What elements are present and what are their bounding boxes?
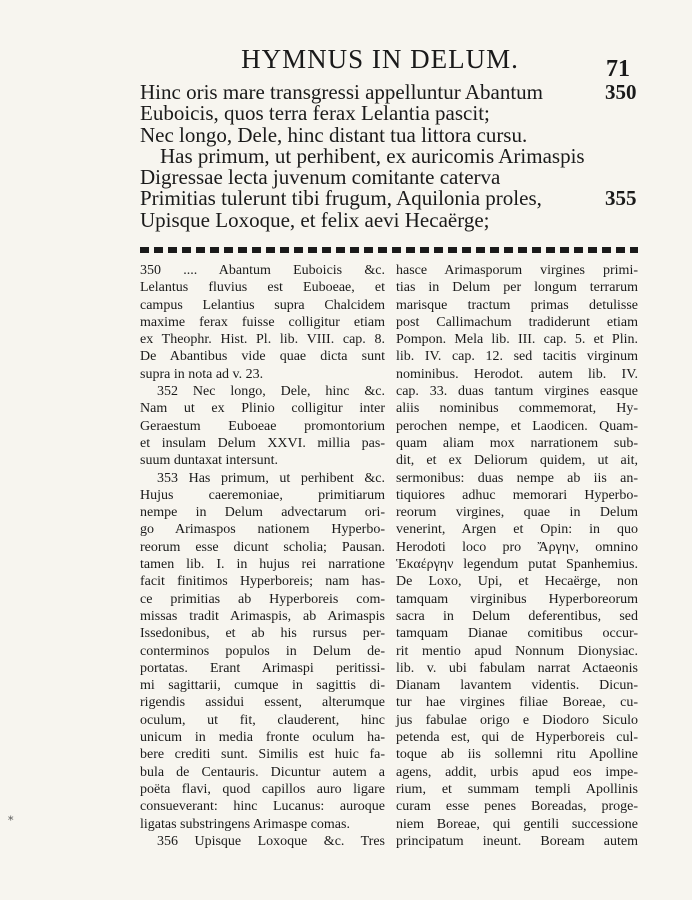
note-line: nempe in Delum advectarum ori-	[140, 505, 385, 521]
note-line: lib. v. ubi fabulam narrat Actaeonis	[396, 660, 638, 676]
note-line: curam esse penes Boreadas, proge-	[396, 799, 638, 815]
note-line: venerint, Argen et Opin: in quo	[396, 522, 638, 538]
note-line: rium, et summam templi Apollinis	[396, 781, 638, 797]
note-line: Pompon. Mela lib. III. cap. 5. et Plin.	[396, 332, 638, 348]
page-number: 71	[606, 56, 630, 82]
verse-line	[140, 143, 660, 168]
note-line: et insulam Delum XXVI. millia pas-	[140, 435, 385, 451]
note-line: tamquam Dianae comitibus occur-	[396, 626, 638, 642]
note-line: tur hae virgines filiae Boreae, cu-	[396, 695, 638, 711]
note-line: perochen nempe, et Laodicen. Quam-	[396, 418, 638, 434]
note-line: supra in nota ad v. 23.	[140, 366, 264, 382]
verse-line	[140, 207, 660, 232]
note-line: lib. IV. cap. 12. sed tacitis virginum	[396, 349, 638, 365]
note-line: consueverant: hinc Lucanus: auroque	[140, 799, 385, 815]
note-line: poëta flavi, quod capillos auro ligare	[140, 781, 385, 797]
verse-line-number: 355	[605, 186, 637, 211]
note-line: Issedonibus, et ab his rursus per-	[140, 626, 385, 642]
note-line: campus Lelantius supra Chalcidem	[140, 297, 385, 313]
note-line: Nam ut ex Plinio colligitur inter	[140, 401, 385, 417]
note-line: go Arimaspos nationem Hyperbo-	[140, 522, 385, 538]
verse-block	[140, 82, 660, 231]
note-line: bere crediti sunt. Similis est huic fa-	[140, 747, 385, 763]
verse-text: Upisque Loxoque, et felix aevi Hecaërge;	[140, 207, 490, 232]
verse-text: Euboicis, quos terra ferax Lelantia pascit;	[140, 101, 490, 126]
note-line: nominibus. Herodot. autem lib. IV.	[396, 366, 638, 382]
notes-column-right	[396, 262, 638, 850]
note-line: De Abantibus vide quae dicta sunt	[140, 349, 385, 365]
note-line: tamquam virginibus Hyperboreorum	[396, 591, 638, 607]
note-line: rigendis assidui essent, alterumque	[140, 695, 385, 711]
note-line: Ἑκαέργην legendum putat Spanhemius.	[396, 557, 638, 573]
note-line: tamen lib. I. in hujus rei narratione	[140, 557, 385, 573]
note-line: Geraestum Euboeae promontorium	[140, 418, 385, 434]
verse-text: Has primum, ut perhibent, ex auricomis Arimaspis	[160, 143, 585, 168]
note-line: 350 .... Abantum Euboicis &c.	[140, 263, 385, 278]
note-line: reorum esse dicunt scholia; Pausan.	[140, 539, 385, 555]
note-line: oculum, ut fit, clauderent, hinc	[140, 712, 385, 728]
note-line: tias in Delum per longum terrarum	[396, 280, 638, 296]
note-line: hasce Arimasporum virgines primi-	[396, 263, 638, 278]
note-line: ligatas substringens Arimaspe comas.	[140, 816, 350, 832]
note-line: portatas. Erant Arimaspi peritissi-	[140, 660, 385, 676]
note-line: Dianam lavantem videntis. Dicun-	[396, 678, 638, 694]
note-line: agens, addit, urbis apud eos impe-	[396, 764, 638, 780]
note-line: quam aliam mox narrationem sub-	[396, 435, 638, 451]
margin-mark: *	[8, 814, 14, 827]
note-line: marisque tractum primas detulisse	[396, 297, 638, 313]
verse-line	[140, 103, 660, 124]
verse-line	[140, 82, 660, 103]
note-line: De Loxo, Upi, et Hecaërge, non	[396, 574, 638, 590]
note-line: toque ab iis sollemni ritu Apolline	[396, 747, 638, 763]
note-line: 356 Upisque Loxoque &c. Tres	[157, 833, 385, 849]
note-line: jus fabulae origo e Diodoro Siculo	[396, 712, 638, 728]
note-line: aliis nominibus commemorat, Hy-	[396, 401, 638, 417]
notes-column-left	[140, 262, 385, 850]
separator-rule	[140, 247, 638, 253]
note-line: Hujus caeremoniae, primitiarum	[140, 487, 385, 503]
note-line: sacra in Delum deferentibus, sed	[396, 608, 638, 624]
verse-text: Digressae lecta juvenum comitante caterva	[140, 165, 501, 190]
running-head: HYMNUS IN DELUM.	[241, 44, 519, 74]
note-line: missas tradit Arimaspis, ab Arimaspis	[140, 608, 385, 624]
note-line: maxime ferax fuisse colligitur etiam	[140, 314, 385, 330]
note-line: 352 Nec longo, Dele, hinc &c.	[157, 384, 385, 400]
note-line: mi sagittarii, cumque in sagittis di-	[140, 678, 385, 694]
note-line: Herodoti loco pro Ἄργην, omnino	[396, 539, 638, 555]
verse-text: Nec longo, Dele, hinc distant tua littora cursu.	[140, 122, 528, 147]
note-line: tiquiores adhuc memorari Hyperbo-	[396, 487, 638, 503]
verse-text: Hinc oris mare transgressi appelluntur Abantum	[140, 80, 543, 104]
note-line: conterminos populos in Delum de-	[140, 643, 385, 659]
verse-line	[140, 122, 660, 147]
note-line: sermonibus: duas nempe ab iis an-	[396, 470, 638, 486]
note-line: cap. 33. duas tantum virgines easque	[396, 384, 638, 400]
note-line: unicum in media fronte oculum ha-	[140, 730, 385, 746]
note-line: 353 Has primum, ut perhibent &c.	[157, 470, 385, 486]
note-line: dit, et ex Deliorum quidem, ut ait,	[396, 453, 638, 469]
note-line: Lelantus fluvius est Euboeae, et	[140, 280, 385, 296]
note-line: petenda est, qui de Hyperboreis cul-	[396, 730, 638, 746]
verse-text: Primitias tulerunt tibi frugum, Aquilonia proles,	[140, 186, 542, 211]
note-line: principatum ineunt. Boream autem	[396, 833, 638, 849]
note-line: niem Boreae, qui gentili successione	[396, 816, 638, 832]
verse-line	[140, 188, 660, 209]
note-line: suum duntaxat intersunt.	[140, 453, 279, 469]
note-line: ce primitias ab Hyperboreis com-	[140, 591, 385, 607]
note-line: bula de Centauris. Dicuntur autem a	[140, 764, 385, 780]
note-line: ex Theophr. Hist. Pl. lib. VIII. cap. 8.	[140, 332, 385, 348]
verse-line-number: 350	[605, 80, 637, 104]
verse-line	[140, 167, 660, 188]
note-line: reorum virgines, quae in Delum	[396, 505, 638, 521]
note-line: rit mentio apud Nonnum Dionysiac.	[396, 643, 638, 659]
note-line: post Callimachum tradiderunt etiam	[396, 314, 638, 330]
note-line: facit finitimos Hyperboreis; nam has-	[140, 574, 385, 590]
